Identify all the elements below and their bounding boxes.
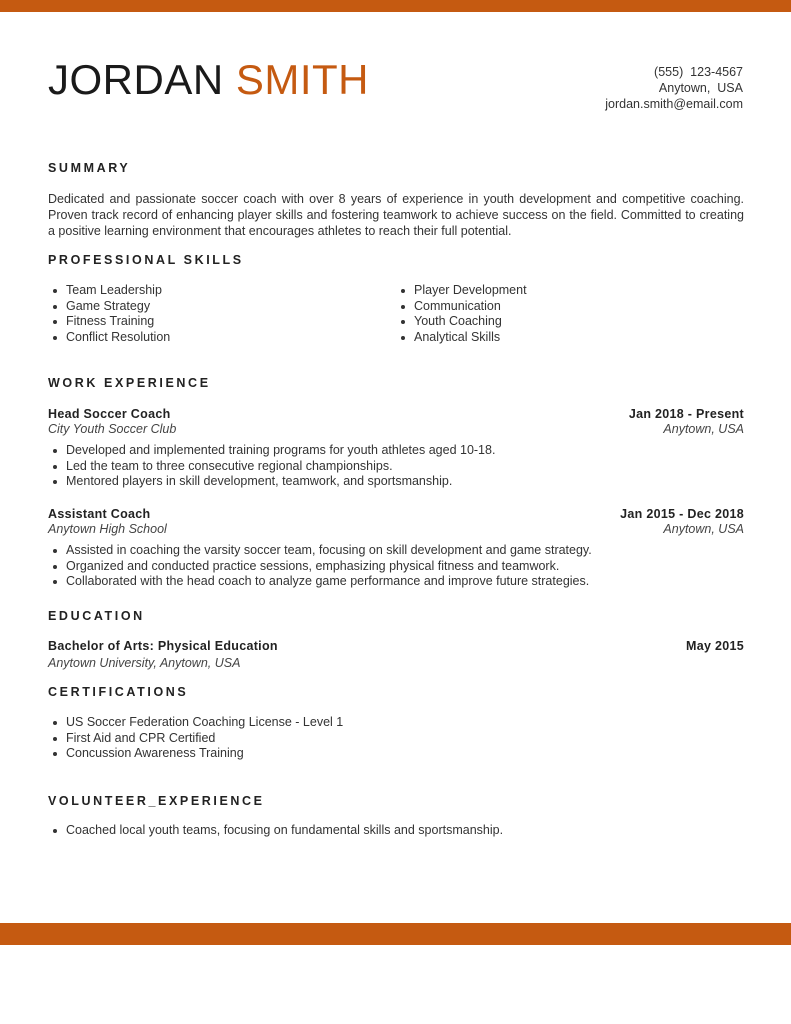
experience-heading: WORK EXPERIENCE bbox=[48, 376, 211, 390]
job-bullets bbox=[48, 443, 495, 490]
job-organization: Anytown High School bbox=[48, 522, 167, 536]
list-item: Fitness Training bbox=[48, 314, 170, 330]
list-item: Developed and implemented training programs for youth athletes aged 10-18. bbox=[48, 443, 495, 459]
list-item: Organized and conducted practice sessions, emphasizing physical fitness and teamwork. bbox=[48, 559, 592, 575]
job-location: Anytown, USA bbox=[663, 422, 744, 436]
list-item: Assisted in coaching the varsity soccer team, focusing on skill development and game strategy. bbox=[48, 543, 592, 559]
top-accent-bar bbox=[0, 0, 791, 12]
education-school-row bbox=[48, 655, 744, 671]
summary-heading: SUMMARY bbox=[48, 161, 131, 175]
summary-text: Dedicated and passionate soccer coach with over 8 years of experience in youth development and competitive coaching. Proven track record of enhancing player skills and fostering teamwork to achieve success on the field. Committed to creating a positive learning environment that encourages athletes to reach their full potential. bbox=[48, 192, 744, 238]
list-item: Youth Coaching bbox=[396, 314, 527, 330]
list-item: US Soccer Federation Coaching License - Level 1 bbox=[48, 715, 343, 731]
list-item: Mentored players in skill development, teamwork, and sportsmanship. bbox=[48, 474, 495, 490]
job-title: Head Soccer Coach bbox=[48, 407, 171, 421]
phone: (555) 123-4567 bbox=[654, 65, 743, 79]
list-item: Analytical Skills bbox=[396, 330, 527, 346]
list-item: Team Leadership bbox=[48, 283, 170, 299]
certifications-list bbox=[48, 715, 343, 762]
job-org-row bbox=[48, 421, 744, 437]
list-item: Player Development bbox=[396, 283, 527, 299]
job-title: Assistant Coach bbox=[48, 507, 151, 521]
job-bullets bbox=[48, 543, 592, 590]
job-header bbox=[48, 406, 744, 422]
job-organization: City Youth Soccer Club bbox=[48, 422, 177, 436]
school: Anytown University, Anytown, USA bbox=[48, 656, 241, 670]
job-location: Anytown, USA bbox=[663, 522, 744, 536]
list-item: First Aid and CPR Certified bbox=[48, 731, 343, 747]
volunteer-heading: VOLUNTEER_EXPERIENCE bbox=[48, 794, 265, 808]
last-name: SMITH bbox=[235, 56, 370, 103]
job-dates: Jan 2018 - Present bbox=[628, 407, 744, 421]
bottom-accent-bar bbox=[0, 923, 791, 945]
email: jordan.smith@email.com bbox=[605, 97, 743, 111]
graduation-date: May 2015 bbox=[686, 639, 744, 653]
list-item: Collaborated with the head coach to analyze game performance and improve future strategies. bbox=[48, 574, 592, 590]
job-org-row bbox=[48, 521, 744, 537]
certifications-heading: CERTIFICATIONS bbox=[48, 685, 189, 699]
skills-list-left bbox=[48, 283, 170, 346]
location: Anytown, USA bbox=[658, 81, 743, 95]
skills-list-right bbox=[396, 283, 527, 346]
education-heading: EDUCATION bbox=[48, 609, 145, 623]
list-item: Coached local youth teams, focusing on fundamental skills and sportsmanship. bbox=[48, 823, 503, 839]
job-header bbox=[48, 506, 744, 522]
volunteer-list bbox=[48, 823, 503, 839]
list-item: Game Strategy bbox=[48, 299, 170, 315]
skills-heading: PROFESSIONAL SKILLS bbox=[48, 253, 244, 267]
list-item: Concussion Awareness Training bbox=[48, 746, 343, 762]
education-header bbox=[48, 638, 744, 654]
list-item: Conflict Resolution bbox=[48, 330, 170, 346]
list-item: Led the team to three consecutive regional championships. bbox=[48, 459, 495, 475]
degree: Bachelor of Arts: Physical Education bbox=[48, 639, 278, 653]
first-name: JORDAN bbox=[48, 56, 224, 103]
list-item: Communication bbox=[396, 299, 527, 315]
candidate-name bbox=[48, 54, 369, 106]
contact-info bbox=[605, 64, 743, 112]
job-dates: Jan 2015 - Dec 2018 bbox=[620, 507, 744, 521]
